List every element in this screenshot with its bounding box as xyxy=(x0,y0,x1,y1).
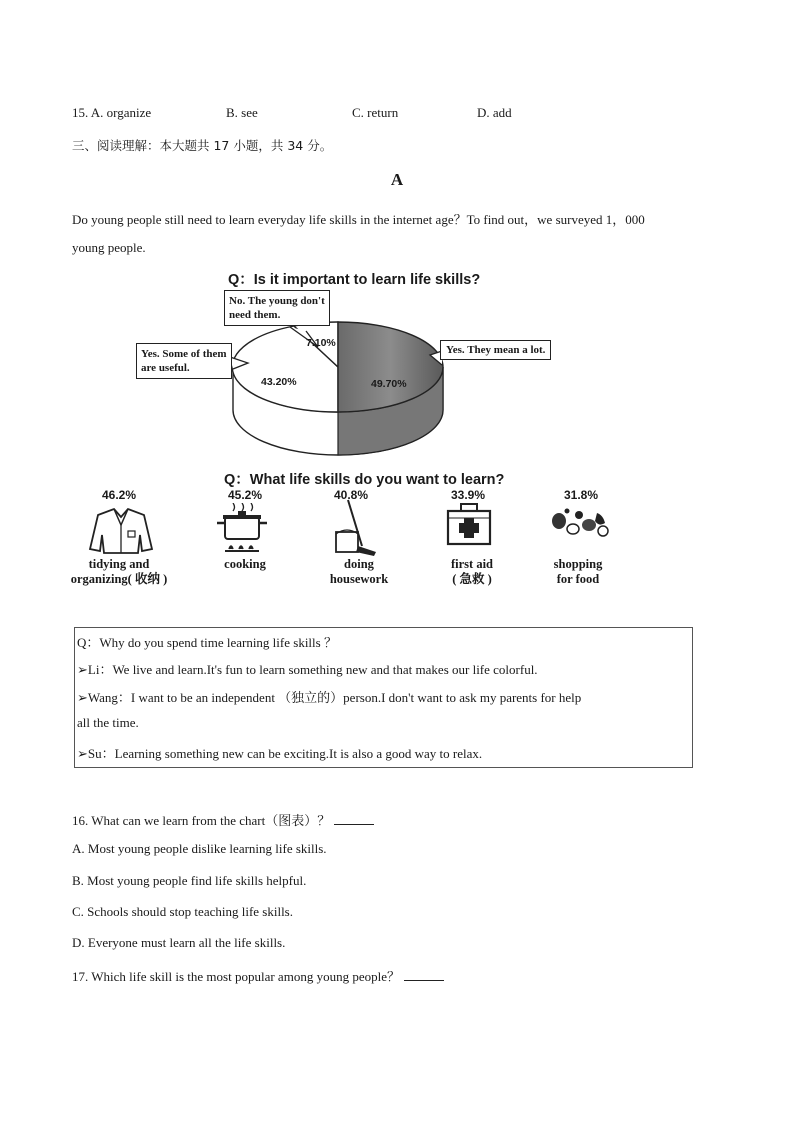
section-heading: 三、阅读理解：本大题共 17 小题，共 34 分。 xyxy=(72,138,333,153)
intro-line-1: Do young people still need to learn everyday life skills in the internet age？To find out，we surveyed 1，000 xyxy=(72,212,645,227)
q15-option-b: B. see xyxy=(226,105,258,120)
pot-icon xyxy=(215,503,269,557)
skill-label-first-aid-line-1: first aid xyxy=(450,557,493,571)
mop-bucket-icon xyxy=(332,498,382,558)
shirt-icon xyxy=(86,505,156,557)
q16-answer-blank[interactable] xyxy=(334,814,374,825)
q16-stem xyxy=(72,810,374,829)
q16-option-c: C. Schools should stop teaching life skills. xyxy=(72,904,293,919)
passage-letter: A xyxy=(390,170,404,189)
pie-pct-some: 43.20% xyxy=(261,376,297,388)
skill-label-housework-line-1: doing xyxy=(344,557,374,571)
pie-pct-yes: 49.70% xyxy=(371,378,407,390)
q17-answer-blank[interactable] xyxy=(404,970,444,981)
skills-title: Q：What life skills do you want to learn? xyxy=(224,472,505,488)
box-li: ➢Li：We live and learn.It's fun to learn something new and that makes our life colorful. xyxy=(77,662,538,677)
callout-some-line-1: Yes. Some of them xyxy=(141,348,227,360)
skill-label-cooking-line-1: cooking xyxy=(224,557,266,571)
skill-label-tidying xyxy=(59,557,179,587)
food-icon xyxy=(549,507,611,541)
skill-pct-shopping: 31.8% xyxy=(563,488,599,502)
q16-option-a: A. Most young people dislike learning life skills. xyxy=(72,841,327,856)
intro-line-2: young people. xyxy=(72,240,146,255)
q16-stem-text: 16. What can we learn from the chart（图表）？ xyxy=(72,813,331,828)
q15-option-c: C. return xyxy=(352,105,399,120)
q16-option-d: D. Everyone must learn all the life skills. xyxy=(72,935,286,950)
callout-no-line-1: No. The young don't xyxy=(229,295,325,307)
opinions-box xyxy=(74,627,693,768)
q17-stem-text: 17. Which life skill is the most popular among young people？ xyxy=(72,969,400,984)
skill-label-cooking xyxy=(185,557,305,572)
callout-yes: Yes. They mean a lot. xyxy=(440,340,551,360)
pie-chart-title: Q：Is it important to learn life skills? xyxy=(228,272,481,288)
box-question: Q：Why do you spend time learning life skills ？ xyxy=(77,635,337,650)
skill-label-shopping xyxy=(518,557,638,587)
skill-pct-housework: 40.8% xyxy=(333,488,369,502)
skill-pct-cooking: 45.2% xyxy=(227,488,263,502)
q17-stem xyxy=(72,966,444,985)
first-aid-kit-icon xyxy=(445,502,493,548)
box-wang: ➢Wang：I want to be an independent （独立的）person.I don't want to ask my parents for help xyxy=(77,690,582,705)
box-wang-2: all the time. xyxy=(77,715,139,730)
skill-label-first-aid xyxy=(412,557,532,587)
q16-option-b: B. Most young people find life skills helpful. xyxy=(72,873,307,888)
skill-label-housework-line-2: housework xyxy=(329,572,389,586)
skill-label-shopping-line-2: for food xyxy=(556,572,600,586)
skill-label-tidying-line-1: tidying and xyxy=(88,557,150,571)
skill-pct-tidying: 46.2% xyxy=(101,488,137,502)
callout-no xyxy=(224,290,330,326)
skill-label-shopping-line-1: shopping xyxy=(553,557,603,571)
q15-option-d: D. add xyxy=(477,105,512,120)
box-su: ➢Su：Learning something new can be exciting.It is also a good way to relax. xyxy=(77,746,483,761)
skill-pct-first-aid: 33.9% xyxy=(450,488,486,502)
pie-pct-no: 7.10% xyxy=(306,337,336,349)
skill-label-housework xyxy=(299,557,419,587)
callout-some xyxy=(136,343,232,379)
callout-no-line-2: need them. xyxy=(229,309,281,321)
skill-label-first-aid-line-2: ( 急救 ) xyxy=(452,572,492,586)
callout-some-line-2: are useful. xyxy=(141,362,190,374)
skill-label-tidying-line-2: organizing( 收纳 ) xyxy=(70,572,168,586)
q15-option-a: 15. A. organize xyxy=(72,105,152,120)
